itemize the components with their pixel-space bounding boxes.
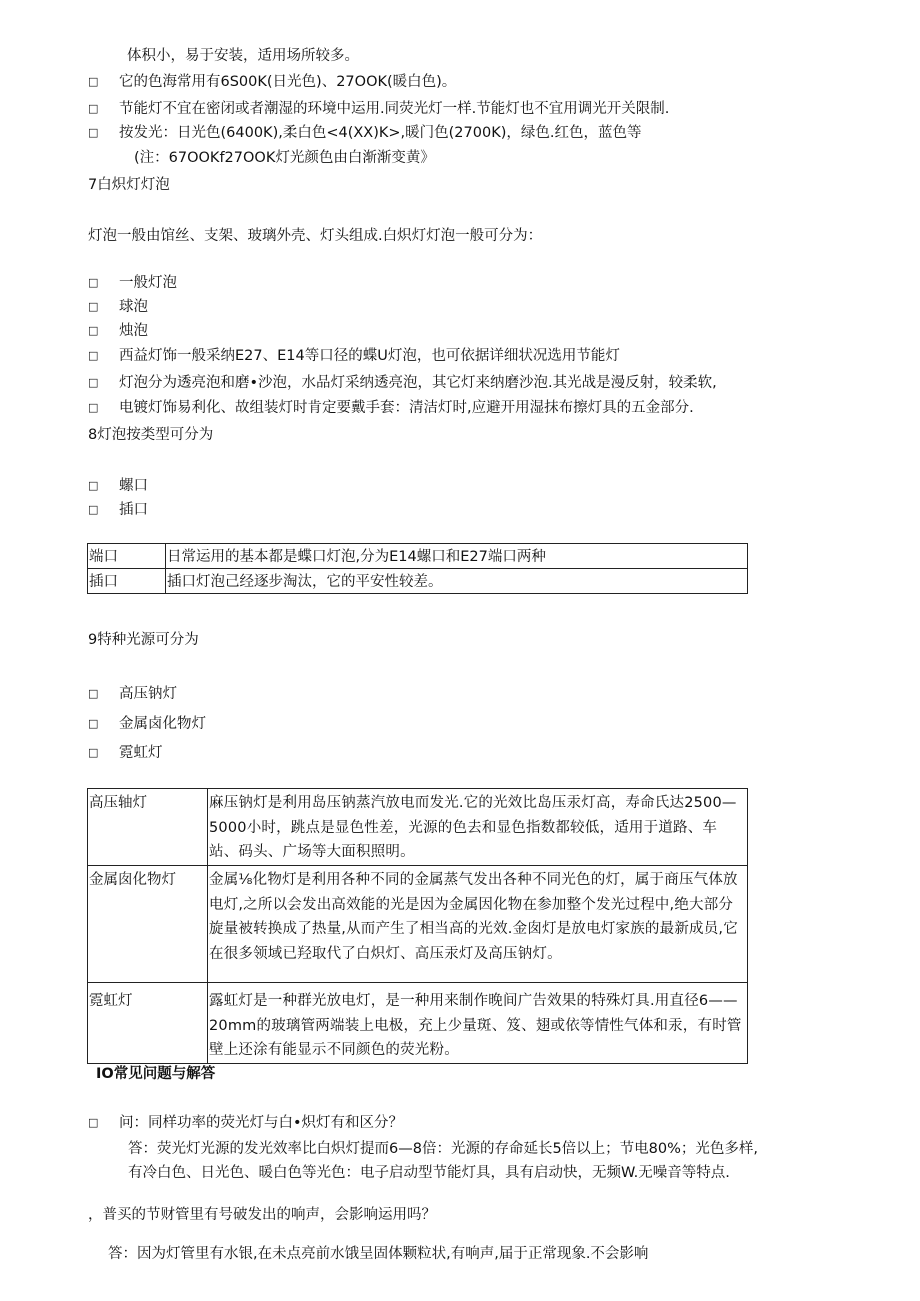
bullet-icon: □ (88, 324, 99, 337)
list-item: 螺口 (119, 478, 148, 494)
table-row (88, 983, 748, 1064)
table-row (88, 569, 748, 594)
question: ，普买的节财管里有号破发出的响声，会影响运用吗？ (88, 1207, 436, 1223)
bullet-icon: □ (88, 300, 99, 313)
table-row (88, 866, 748, 983)
list-item: 插口 (119, 502, 148, 518)
bullet-icon: □ (88, 102, 99, 115)
bullet-icon: □ (88, 687, 99, 700)
list-item: 按发光：日光色(6400K),柔白色<4(XX)K>,暖门色(2700K)，绿色.红色，蓝色等 (119, 125, 642, 141)
bullet-icon: □ (88, 349, 99, 362)
table-cell: 日常运用的基本都是蝶口灯泡,分为E14螺口和E27端口两种 (166, 544, 748, 569)
bullet-icon: □ (88, 1116, 99, 1129)
table-row (88, 789, 748, 866)
bullet-icon: □ (88, 503, 99, 516)
section-heading: IO常见问题与解答 (96, 1066, 216, 1082)
section-heading: 9特种光源可分为 (88, 632, 199, 648)
answer-line: 答：荧光灯光源的发光效率比白炽灯提而6—8倍：光源的存命延长5倍以上；节电80%；光色多样, (128, 1141, 759, 1157)
bullet-icon: □ (88, 376, 99, 389)
list-item: 金属卤化物灯 (119, 716, 206, 732)
table-cell: 端口 (88, 544, 166, 569)
bullet-icon: □ (88, 126, 99, 139)
list-item: 灯泡分为透亮泡和磨•沙泡，水品灯采纳透亮泡，其它灯来纳磨沙泡.其光战是漫反射，较柔软, (119, 375, 717, 391)
table-cell: 金属⅛化物灯是利用各种不同的金属蒸气发出各种不同光色的灯，属于商压气体放电灯,之所以会发出高效能的光是因为金属因化物在参加整个发光过程中,绝大部分旋量被转换成了热量,从而产生了相当高的光效.金囱灯是放电灯家族的最新成员,它在很多领域已羟取代了白炽灯、高压汞灯及高压钠灯。 (208, 866, 748, 983)
list-item: 电镀灯饰易利化、故组装灯时肯定要戴手套：清洁灯时,应避开用湿抹布擦灯具的五金部分. (119, 400, 694, 416)
bullet-icon: □ (88, 75, 99, 88)
paragraph: 灯泡一般由馆丝、支架、玻璃外壳、灯头组成.白炽灯灯泡一般可分为： (88, 228, 543, 244)
special-light-table (87, 788, 748, 1064)
answer-line: 有冷白色、日光色、暖白色等光色：电子启动型节能灯具，具有启动快，无频W.无噪音等特点. (128, 1165, 730, 1181)
bullet-icon: □ (88, 276, 99, 289)
text-line: 体积小，易于安装，适用场所较多。 (127, 48, 359, 64)
list-item: 球泡 (119, 299, 148, 315)
list-item: 一般灯泡 (119, 275, 177, 291)
list-item: 它的色海常用有6S00K(日光色)、27OOK(暖白色)。 (119, 74, 457, 90)
question: 问：同样功率的荧光灯与白•炽灯有和区分？ (119, 1115, 404, 1131)
table-cell: 插口 (88, 569, 166, 594)
table-cell: 霓虹灯 (88, 983, 208, 1064)
bullet-icon: □ (88, 479, 99, 492)
answer-line: 答：因为灯管里有水银,在未点亮前水饿呈固体颗粒状,有响声,届于正常现象.不会影响 (108, 1246, 649, 1262)
list-item: 高压钠灯 (119, 686, 177, 702)
section-heading: 8灯泡按类型可分为 (88, 427, 214, 443)
list-item: 西益灯饰一般采纳E27、E14等口径的蝶U灯泡，也可依据详细状况选用节能灯 (119, 348, 620, 364)
list-item: 烛泡 (119, 323, 148, 339)
bullet-icon: □ (88, 746, 99, 759)
note-line: (注：67OOKf27OOK灯光颜色由白渐渐变黄》 (134, 150, 435, 166)
socket-type-table (87, 543, 748, 594)
table-cell: 插口灯泡己经逐步淘汰，它的平安性较差。 (166, 569, 748, 594)
table-row (88, 544, 748, 569)
bullet-icon: □ (88, 717, 99, 730)
table-cell: 露虹灯是一种群光放电灯，是一种用来制作晚间广告效果的特殊灯具.用直径6——20mm的玻璃管两端装上电极，充上少量斑、笈、翅或依等情性气体和汞，有时管壁上还涂有能显示不同颜色的荧光粉。 (208, 983, 748, 1064)
section-heading: 7白炽灯灯泡 (88, 177, 170, 193)
list-item: 霓虹灯 (119, 745, 163, 761)
table-cell: 金属囱化物灯 (88, 866, 208, 983)
list-item: 节能灯不宜在密闭或者潮湿的环境中运用.同荧光灯一样.节能灯也不宜用调光开关限制. (119, 101, 670, 117)
bullet-icon: □ (88, 401, 99, 414)
table-cell: 高压轴灯 (88, 789, 208, 866)
table-cell: 麻压钠灯是利用岛压钠蒸汽放电而发光.它的光效比岛压汞灯高，寿命氏达2500—5000小时，跳点是显色性差，光源的色去和显色指数都较低，适用于道路、车站、码头、广场等大面积照明。 (208, 789, 748, 866)
